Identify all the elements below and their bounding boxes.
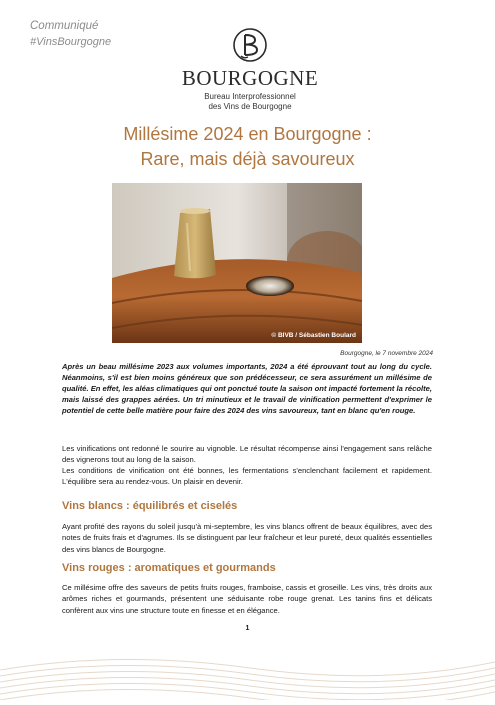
- bourgogne-logo: [170, 25, 330, 111]
- body-paragraph-red-wines: Ce millésime offre des saveurs de petits fruits rouges, framboise, cassis et groseille. Les vins, très droits aux arômes riches et gourmands, présentent une séduisante robe rouge grenat. Les tanins fins et délicats confèrent aux vins une structure toute en finesse et en élégance.: [62, 583, 432, 615]
- dateline: Bourgogne, le 7 novembre 2024: [340, 350, 433, 357]
- hashtag-label: #VinsBourgogne: [30, 36, 112, 48]
- page-title-line2: Rare, mais déjà savoureux: [140, 149, 355, 169]
- barrel-photo: [112, 183, 362, 343]
- barrel-photo-graphic: [112, 183, 362, 343]
- body-paragraph-2: Les conditions de vinification ont été bonnes, les fermentations s'enclenchant facilement et rapidement. L'équilibre sera au rendez-vous. Un plaisir en devenir.: [62, 466, 432, 487]
- logo-subtitle-line2: des Vins de Bourgogne: [208, 102, 292, 111]
- decorative-footer-waves: [0, 640, 495, 700]
- section-heading-white-wines: Vins blancs : équilibrés et ciselés: [62, 500, 238, 512]
- document-type-label: Communiqué: [30, 20, 99, 32]
- bourgogne-b-emblem-icon: [230, 25, 270, 65]
- lead-paragraph: Après un beau millésime 2023 aux volumes importants, 2024 a été éprouvant tout au long du cycle. Néanmoins, s'il est bien moins généreux que son prédécesseur, ce sera assurément un millésime de qualité. En effet, les aléas climatiques qui ont ponctué toute la saison ont impacté fortement la récolte, mais laissé des grappes aérées. Un tri minutieux et le travail de vinification permettent d'exprimer le potentiel de cette belle matière pour faire des 2024 des vins savoureux, tant en blanc qu'en rouge.: [62, 362, 432, 415]
- body-paragraph-1: Les vinifications ont redonné le sourire au vignoble. Le résultat récompense ainsi l'engagement sans relâche des vignerons tout au long de la saison.: [62, 444, 432, 465]
- photo-credit: © BIVB / Sébastien Boulard: [271, 332, 356, 339]
- logo-wordmark: BOURGOGNE: [181, 66, 319, 90]
- page-title-line1: Millésime 2024 en Bourgogne :: [123, 124, 372, 144]
- section-heading-red-wines: Vins rouges : aromatiques et gourmands: [62, 562, 276, 574]
- page-number: 1: [245, 625, 250, 632]
- body-paragraph-white-wines: Ayant profité des rayons du soleil jusqu'à mi-septembre, les vins blancs offrent de beaux équilibres, avec des notes de fruits frais et d'agrumes. Ils se distinguent par leur fraîcheur et leur pureté, deux qualités essentielles des vins blancs de Bourgogne.: [62, 522, 432, 554]
- logo-subtitle-line1: Bureau Interprofessionnel: [204, 92, 296, 101]
